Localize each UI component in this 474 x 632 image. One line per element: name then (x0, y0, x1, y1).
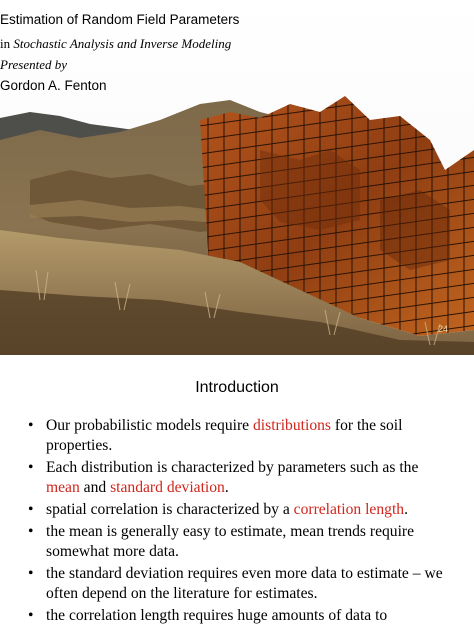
bullet-text: and (79, 479, 111, 496)
list-item (28, 606, 448, 626)
list-item (28, 564, 448, 604)
list-item (28, 458, 448, 498)
bullet-text: Our probabilistic models require (46, 417, 253, 434)
bullet-icon: • (28, 459, 34, 476)
page-number: 24 (437, 324, 448, 334)
list-item (28, 416, 448, 456)
presentation-subtitle (0, 36, 474, 52)
highlight-term: distributions (253, 417, 331, 434)
bullet-icon: • (28, 565, 34, 582)
bullet-text: the mean is generally easy to estimate, mean trends require somewhat more data. (46, 523, 415, 560)
subtitle-prefix: in (0, 36, 14, 51)
introduction-slide (0, 355, 474, 632)
presented-by-label: Presented by (0, 57, 68, 72)
list-item (28, 500, 448, 520)
bullet-icon: • (28, 523, 34, 540)
highlight-term: correlation length (293, 501, 405, 518)
highlight-term: standard deviation (110, 479, 225, 496)
bullet-icon: • (28, 501, 34, 518)
bullet-text: spatial correlation is characterized by a (46, 501, 294, 518)
bullet-text: . (404, 501, 408, 518)
bullet-icon: • (28, 417, 34, 434)
bullet-text: the correlation length requires huge amounts of data to (46, 607, 388, 624)
author-name: Gordon A. Fenton (0, 78, 107, 93)
list-item (28, 522, 448, 562)
subtitle-italic: Stochastic Analysis and Inverse Modeling (13, 36, 232, 51)
bullet-text: . (224, 479, 229, 496)
bullet-text: the standard deviation requires even more data to estimate – we often depend on the literature for estimates. (46, 565, 443, 602)
bullet-list (28, 416, 448, 628)
presentation-title: Estimation of Random Field Parameters (0, 12, 240, 27)
bullet-text: Each distribution is characterized by parameters such as the (46, 459, 419, 476)
bullet-text: for the soil properties. (46, 417, 403, 454)
slide-title: Introduction (195, 379, 279, 396)
bullet-icon: • (28, 607, 34, 624)
highlight-term: mean (46, 479, 80, 496)
